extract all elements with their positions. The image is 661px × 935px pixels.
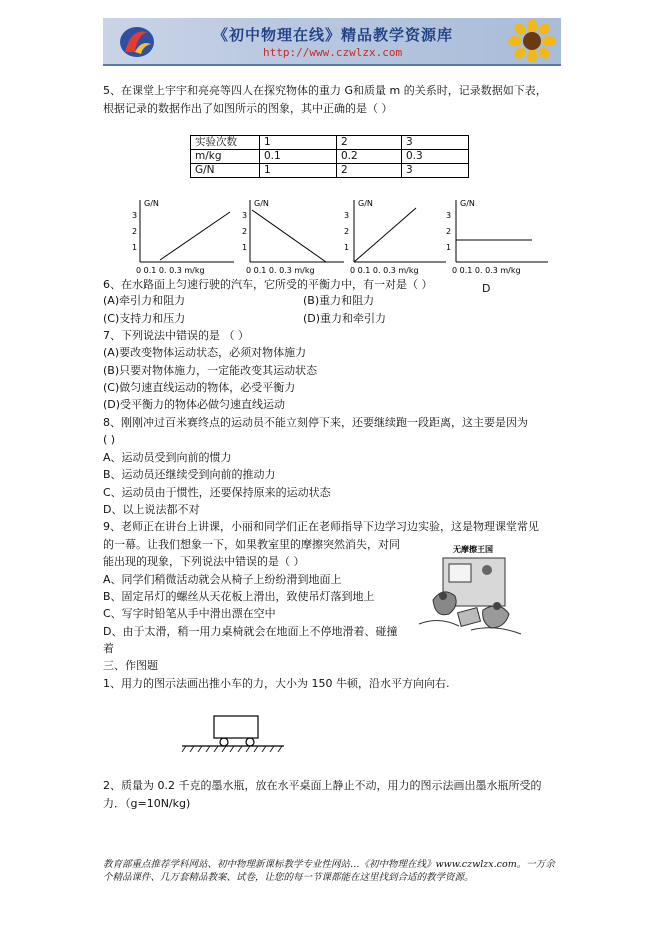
table-cell: 1 (260, 136, 337, 150)
q8-stem-line1: 8、刚刚冲过百米赛终点的运动员不能立刻停下来，还要继续跑一段距离，这主要是因为 (103, 416, 528, 429)
q9-option-d-line1: D、由于太滑，稍一用力桌椅就会在地面上不停地滑着、碰撞 (103, 625, 398, 638)
table-cell: 2 (337, 164, 402, 178)
q8-option-b: B、运动员还继续受到向前的推动力 (103, 468, 276, 481)
table-cell: 2 (337, 136, 402, 150)
banner-url[interactable]: http://www.czwlzx.com (263, 46, 403, 59)
table-cell: 0.1 (260, 150, 337, 164)
q6-option-c: (C)支持力和压力 (103, 312, 186, 325)
q9-option-a: A、同学们稍微活动就会从椅子上纷纷滑到地面上 (103, 573, 342, 586)
graph-line (354, 208, 416, 262)
graph-ylabel: G/N (460, 199, 475, 208)
q6-stem: 6、在水路面上匀速行驶的汽车，它所受的平衡力中，有一对是（ ） (103, 278, 433, 291)
graph-xticks: 0 0.1 0. 0.3 m/kg (246, 266, 315, 275)
graph-ytick: 2 (242, 227, 248, 236)
q7-option-b: (B)只要对物体施力，一定能改变其运动状态 (103, 364, 318, 377)
graph-ytick: 2 (132, 227, 138, 236)
q9-stem-line1: 9、老师正在讲台上讲课，小丽和同学们正在老师指导下边学习边实验，这是物理课堂常见 (103, 520, 539, 533)
section3-q1: 1、用力的图示法画出推小车的力，大小为 150 牛顿，沿水平方向向右. (103, 677, 450, 690)
graph-ytick: 3 (132, 211, 138, 220)
frictionless-kingdom-illustration (413, 540, 533, 640)
q7-option-a: (A)要改变物体运动状态，必须对物体施力 (103, 346, 307, 359)
cart-body (214, 716, 258, 738)
q8-option-a: A、运动员受到向前的惯力 (103, 451, 232, 464)
table-cell: 0.3 (402, 150, 469, 164)
graph-ylabel: G/N (254, 199, 269, 208)
q9-option-c: C、写字时铅笔从手中滑出漂在空中 (103, 607, 276, 620)
q5-stem-line1: 5、在课堂上宇宇和亮亮等四人在探究物体的重力 G和质量 m 的关系时，记录数据如下表， (103, 84, 547, 97)
table-cell: 0.2 (337, 150, 402, 164)
table-cell: 3 (402, 164, 469, 178)
q7-option-d: (D)受平衡力的物体必做匀速直线运动 (103, 398, 286, 411)
graph-xticks: 0 0.1 0. 0.3 m/kg (452, 266, 521, 275)
q6-option-d: (D)重力和牵引力 (303, 312, 387, 325)
header-banner (103, 18, 561, 66)
cart-wheel (220, 738, 228, 746)
table-cell: m/kg (191, 150, 260, 164)
graph-line (160, 212, 230, 260)
graph-a (130, 196, 240, 276)
graph-xticks: 0 0.1 0. 0.3 m/kg (350, 266, 419, 275)
section3-title: 三、作图题 (103, 659, 158, 672)
section3-q2-line1: 2、质量为 0.2 千克的墨水瓶，放在水平桌面上静止不动，用力的图示法画出墨水瓶所受的 (103, 779, 542, 792)
graph-ylabel: G/N (144, 199, 159, 208)
cart-on-ground-diagram (180, 712, 290, 754)
q9-stem-line3: 能出现的现象，下列说法中错误的是（ ） (103, 555, 305, 568)
illustration-caption: 无摩擦王国 (453, 545, 493, 554)
graph-ytick: 1 (344, 243, 350, 252)
cart-wheel (246, 738, 254, 746)
q5-data-table (190, 135, 469, 178)
graph-d (444, 196, 556, 276)
q7-stem: 7、下列说法中错误的是 （ ） (103, 329, 249, 342)
q9-option-b: B、固定吊灯的螺丝从天花板上滑出，致使吊灯落到地上 (103, 590, 375, 603)
q6-option-b: (B)重力和阻力 (303, 294, 375, 307)
site-logo-icon (117, 22, 157, 60)
graph-c (340, 196, 450, 276)
table-cell: 3 (402, 136, 469, 150)
table-cell: 1 (260, 164, 337, 178)
q8-stem-line2: ( ) (103, 433, 116, 446)
graph-b (240, 196, 350, 276)
page-footer (103, 858, 573, 884)
graph-ytick: 3 (446, 211, 452, 220)
graph-ytick: 2 (446, 227, 452, 236)
graph-ytick: 3 (242, 211, 248, 220)
graph-ytick: 2 (344, 227, 350, 236)
graph-ytick: 1 (446, 243, 452, 252)
graph-ytick: 1 (242, 243, 248, 252)
table-row (191, 136, 469, 150)
banner-title: 《初中物理在线》精品教学资源库 (213, 26, 454, 44)
q8-option-d: D、以上说法都不对 (103, 503, 200, 516)
table-cell: G/N (191, 164, 260, 178)
q9-stem-line2: 的一幕。让我们想象一下，如果教室里的摩擦突然消失，对同 (103, 538, 400, 551)
graph-ytick: 1 (132, 243, 138, 252)
footer-line1: 教育部重点推荐学科网站、初中物理新课标教学专业性网站…《初中物理在线》www.czwlzx.com。一万余 (103, 859, 555, 870)
sunflower-icon (507, 20, 557, 62)
table-row (191, 164, 469, 178)
q8-option-c: C、运动员由于惯性，还要保持原来的运动状态 (103, 486, 331, 499)
graph-ytick: 3 (344, 211, 350, 220)
graph-ylabel: G/N (358, 199, 373, 208)
table-row (191, 150, 469, 164)
table-cell: 实验次数 (191, 136, 260, 150)
ground-hatching (182, 746, 282, 752)
footer-line2: 个精品课件、几万套精品教案、试卷，让您的每一节课都能在这里找到合适的教学资源。 (103, 872, 474, 883)
graph-d-label: D (482, 282, 491, 295)
q9-option-d-line2: 着 (103, 642, 114, 655)
q6-option-a: (A)牵引力和阻力 (103, 294, 186, 307)
q7-option-c: (C)做匀速直线运动的物体，必受平衡力 (103, 381, 296, 394)
q5-stem-line2: 根据记录的数据作出了如图所示的图象，其中正确的是（ ） (103, 102, 393, 115)
graph-xticks: 0 0.1 0. 0.3 m/kg (136, 266, 205, 275)
graph-line (252, 210, 326, 262)
section3-q2-line2: 力．（g=10N/kg) (103, 797, 191, 810)
